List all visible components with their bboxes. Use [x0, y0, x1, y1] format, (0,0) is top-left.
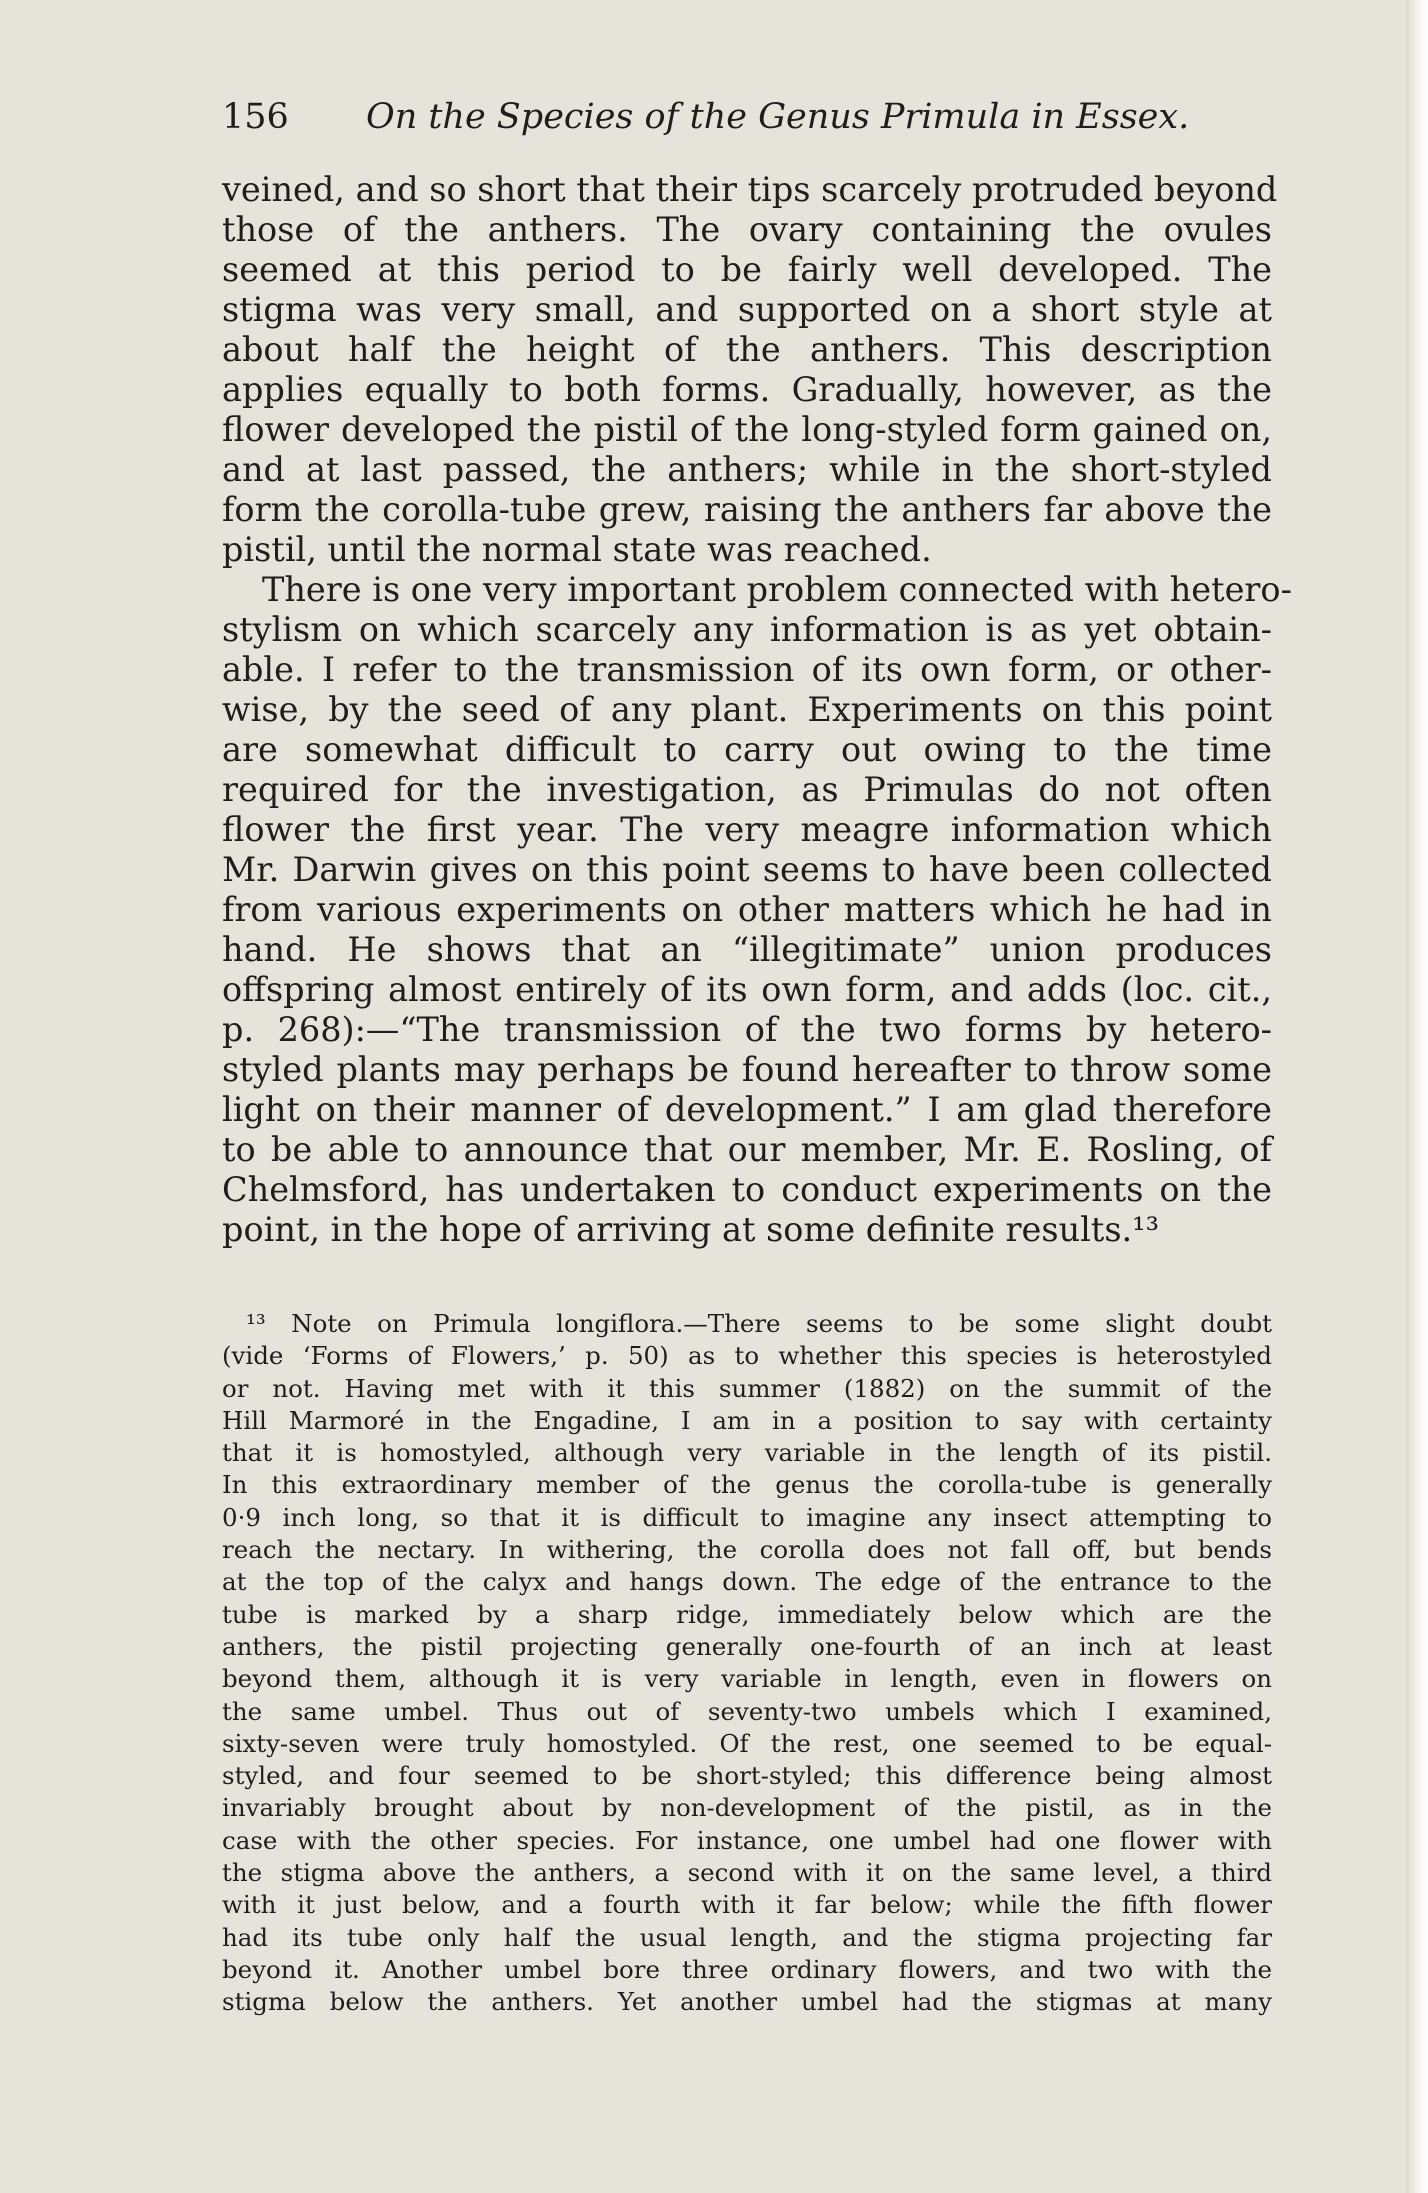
body-line: hand. He shows that an “illegitimate” union produces	[222, 930, 1272, 969]
footnote-line: 0·9 inch long, so that it is difficult to imagine any insect attempting to	[222, 1502, 1272, 1532]
footnote-line: with it just below, and a fourth with it far below; while the fifth flower	[222, 1890, 1272, 1920]
body-text	[222, 170, 1292, 1250]
running-title: On the Species of the Genus Primula in Essex.	[366, 97, 1190, 137]
body-line: are somewhat difficult to carry out owing to the time	[222, 730, 1272, 769]
footnote-line: the same umbel. Thus out of seventy-two umbels which I examined,	[222, 1696, 1272, 1726]
body-line: stylism on which scarcely any information is as yet obtain-	[222, 610, 1272, 649]
body-line: seemed at this period to be fairly well developed. The	[222, 250, 1272, 289]
body-line: offspring almost entirely of its own form, and adds (loc. cit.,	[222, 970, 1272, 1009]
body-line: and at last passed, the anthers; while in the short-styled	[222, 450, 1272, 489]
footnote-line: ¹³ Note on Primula longiflora.—There seems to be some slight doubt	[246, 1309, 1272, 1338]
body-line: wise, by the seed of any plant. Experiments on this point	[222, 690, 1272, 729]
body-line: p. 268):—“The transmission of the two forms by hetero-	[222, 1010, 1272, 1049]
footnote-line: reach the nectary. In withering, the corolla does not fall off, but bends	[222, 1535, 1272, 1565]
page-number: 156	[222, 97, 289, 137]
body-line: to be able to announce that our member, Mr. E. Rosling, of	[222, 1130, 1272, 1169]
footnote-line: beyond them, although it is very variable in length, even in flowers on	[222, 1664, 1272, 1694]
footnote-line: (vide ‘Forms of Flowers,’ p. 50) as to whether this species is heterostyled	[222, 1341, 1272, 1371]
footnote-line: or not. Having met with it this summer (1882) on the summit of the	[222, 1373, 1272, 1403]
footnote	[222, 1308, 1272, 2019]
body-line: Mr. Darwin gives on this point seems to have been collected	[222, 850, 1272, 889]
page-edge-shadow	[1406, 0, 1428, 2193]
footnote-line: In this extraordinary member of the genus the corolla-tube is generally	[222, 1470, 1272, 1500]
body-line: styled plants may perhaps be found hereafter to throw some	[222, 1050, 1272, 1089]
footnote-line: stigma below the anthers. Yet another umbel had the stigmas at many	[222, 1987, 1272, 2017]
body-line: There is one very important problem connected with hetero-	[262, 570, 1292, 609]
footnote-line: at the top of the calyx and hangs down. The edge of the entrance to the	[222, 1567, 1272, 1597]
body-line: point, in the hope of arriving at some definite results.¹³	[222, 1210, 1160, 1249]
body-line: veined, and so short that their tips scarcely protruded beyond	[222, 170, 1278, 209]
body-line: light on their manner of development.” I am glad therefore	[222, 1090, 1272, 1129]
footnote-line: had its tube only half the usual length, and the stigma projecting far	[222, 1922, 1272, 1952]
body-line: able. I refer to the transmission of its own form, or other-	[222, 650, 1272, 689]
body-line: Chelmsford, has undertaken to conduct experiments on the	[222, 1170, 1272, 1209]
body-line: stigma was very small, and supported on a short style at	[222, 290, 1272, 329]
body-line: flower developed the pistil of the long-styled form gained on,	[222, 410, 1272, 449]
footnote-line: case with the other species. For instance, one umbel had one flower with	[222, 1825, 1272, 1855]
body-line: required for the investigation, as Primulas do not often	[222, 770, 1272, 809]
body-line: form the corolla-tube grew, raising the anthers far above the	[222, 490, 1272, 529]
footnote-line: tube is marked by a sharp ridge, immediately below which are the	[222, 1599, 1272, 1629]
footnote-line: that it is homostyled, although very variable in the length of its pistil.	[222, 1438, 1272, 1468]
footnote-line: anthers, the pistil projecting generally one-fourth of an inch at least	[222, 1631, 1272, 1661]
running-head	[222, 92, 1282, 142]
body-line: those of the anthers. The ovary containing the ovules	[222, 210, 1272, 249]
footnote-line: the stigma above the anthers, a second with it on the same level, a third	[222, 1858, 1272, 1888]
body-line: applies equally to both forms. Gradually, however, as the	[222, 370, 1272, 409]
body-line: about half the height of the anthers. This description	[222, 330, 1272, 369]
footnote-line: invariably brought about by non-development of the pistil, as in the	[222, 1793, 1272, 1823]
body-line: pistil, until the normal state was reached.	[222, 530, 932, 569]
footnote-line: sixty-seven were truly homostyled. Of the rest, one seemed to be equal-	[222, 1728, 1272, 1758]
body-line: flower the first year. The very meagre information which	[222, 810, 1272, 849]
footnote-line: beyond it. Another umbel bore three ordinary flowers, and two with the	[222, 1954, 1272, 1984]
footnote-line: Hill Marmoré in the Engadine, I am in a position to say with certainty	[222, 1405, 1272, 1435]
footnote-line: styled, and four seemed to be short-styled; this difference being almost	[222, 1761, 1272, 1791]
body-line: from various experiments on other matters which he had in	[222, 890, 1272, 929]
